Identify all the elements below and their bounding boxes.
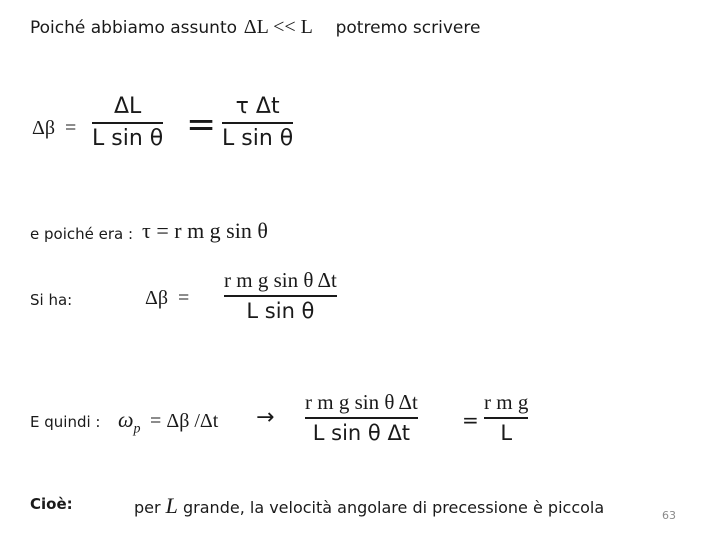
eq3-lhs: Δβ =: [145, 287, 190, 309]
eq3-label: Si ha:: [30, 291, 73, 309]
eq3-frac-den: L sin θ: [246, 299, 315, 323]
fraction-bar: [92, 122, 163, 124]
conclusion-suffix: grande, la velocità angolare di precessione è piccola: [183, 498, 605, 517]
eq4-frac2-num: r m g: [484, 390, 529, 414]
conclusion-prefix: per: [134, 498, 161, 517]
conclusion-symbol: L: [165, 493, 178, 518]
eq4-fraction-1: [305, 392, 418, 444]
eq3-frac-num: r m g sin θ Δt: [224, 268, 337, 292]
conclusion-label: Cioè:: [30, 495, 73, 513]
eq4-frac2-den: L: [500, 421, 513, 445]
eq2-formula: τ = r m g sin θ: [142, 218, 268, 243]
page-number: 63: [662, 509, 676, 522]
eq1-frac2-den: L sin θ: [222, 126, 294, 151]
header-suffix: potremo scrivere: [335, 18, 481, 38]
eq1-lhs: Δβ =: [32, 117, 77, 139]
eq1-frac1-num: ΔL: [113, 94, 142, 119]
fraction-bar: [224, 295, 337, 297]
header-line: [30, 16, 480, 39]
eq1-frac2-num: τ Δt: [235, 94, 280, 119]
header-condition: ΔL << L: [243, 16, 313, 38]
arrow-icon: →: [256, 405, 275, 430]
eq1-fraction-2: [222, 96, 293, 150]
eq3-fraction: [224, 270, 337, 322]
omega-rel: = Δβ /Δt: [150, 410, 219, 432]
eq4-frac1-num: r m g sin θ Δt: [305, 390, 418, 414]
fraction-bar: [484, 417, 528, 419]
eq1-frac1-den: L sin θ: [92, 126, 164, 151]
eq4-label: E quindi :: [30, 413, 101, 431]
eq4-omega-relation: [118, 407, 218, 437]
omega-subscript: p: [133, 421, 141, 437]
eq4-equals: =: [462, 408, 479, 432]
eq4-fraction-2: [484, 392, 528, 444]
eq1-big-equals: =: [186, 104, 217, 145]
eq4-frac1-den: L sin θ Δt: [312, 421, 411, 445]
eq1-fraction-1: [92, 96, 163, 150]
header-prefix: Poiché abbiamo assunto: [30, 18, 238, 38]
omega-symbol: ω: [118, 407, 134, 432]
eq2-label: e poiché era :: [30, 225, 134, 243]
fraction-bar: [305, 417, 418, 419]
fraction-bar: [222, 122, 293, 124]
conclusion-text: [134, 493, 604, 519]
